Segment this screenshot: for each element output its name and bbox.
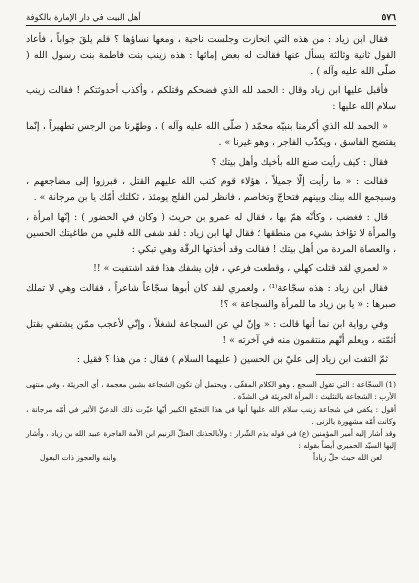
paragraph: قال : فغضب ، وكأنّه همّ بها ، فقال له عمرو بن حريث ( وكان في الحضور ) : إنّها امرأة ، والمرأة لا تؤاخذ بشيء من منطقها ؛ فقال لها ابن زياد : لقد شفى الله قلبي من طاغيتك الحسين ، والعصاة المردة من أهل بيتك ! فقالت وقد أخذتها الرقّة وهي تبكي : (26, 211, 396, 255)
book-page (26, 8, 396, 576)
footnote: أقول : يكفي في شجاعة زينب سلام الله عليها أنها في هذا التجمّع الكبير أيّها عيّرت ذلك الدعيّ الأثير في أمّه مرجانة ، وكانت أمّه مشهورة بالزنى . (26, 404, 396, 426)
footnotes (26, 379, 396, 464)
paragraph: فقالت : « ما رأيت إلّا جميلاً ، هؤلاء قوم كتب الله عليهم القتل ، فبرزوا إلى مضاجعهم ، وسيجمع الله بينك وبينهم فتحاجّ وتخاصم ، فانظر لمن الفلج يومئذ ، ثكلتك أمّك يا بن مرجانة » . (26, 176, 396, 204)
paragraph: فقال ابن زياد : هذه سجّاعة⁽¹⁾ ، ولعمري لقد كان أبوها سجّاعاً شاعراً ، فقالت وهي لا تملك صبرها : « يا بن زياد ما للمرأة والسجاعة » ؟! (26, 283, 396, 310)
running-title: أهل البيت في دار الإمارة بالكوفة (26, 13, 141, 23)
paragraph: فقال : كيف رأيت صنع الله بأخيك وأهل بيتك ؟ (211, 156, 388, 168)
paragraph: « لعمري لقد قتلت كهلي ، وقطعت فرعي ، فإن يشفك هذا فقد اشتفيت » !! (93, 263, 388, 275)
paragraph: « الحمد لله الذي أكرمنا بنبيّه محمّد ( صلّى الله عليه وآله ) ، وطهّرنا من الرجس تطهيراً ، إنّما يفتضح الفاسق ، ويكذّب الفاجر ، وهو غيرنا » . (26, 120, 396, 148)
paragraph: وفي رواية ابن نما أنها قالت : « وإنّ لي عن السجاعة لشغلاً ، وإنّي لأعجب ممّن يشتفي بقتل أئمّته ، ويعلم أنّهم منتقمون منه في آخرته » ! (26, 318, 396, 346)
footnote-separator (316, 374, 396, 375)
paragraph: فقال ابن زياد : من هذه التي انحازت وجلست ناحية ، ومعها نساؤها ؟ فلم يلقَ جواباً ، فأعاد القول ثانية وثالثة يسأل عنها فقالت له بعض إمائها : هذه زينب بنت فاطمة بنت رسول الله ( صلّى الله عليه وآله ) . (26, 34, 396, 77)
page-number: ٥٧٦ (381, 13, 396, 23)
paragraph: فأقبل عليها ابن زياد وقال : الحمد لله الذي فضحكم وقتلكم ، وأكذب أحدوثتكم ! فقالت زينب سلام الله عليها : (26, 85, 396, 113)
footnote: (1) السجّاعة : التي تقول السجع ، وهو الكلام المقفّى ، ويحتمل أن تكون الشجاعة بشين معجمة ، أي الجريئة ، وفي منتهى الأرب : الشجاعة بالتثليث : المرأة الجريئة في الشدّة . (26, 380, 396, 402)
page-header (26, 8, 396, 26)
paragraph: ثمّ التفت ابن زياد إلى عليّ بن الحسين ( عليهما السلام ) فقال : من هذا ؟ فقيل : (76, 354, 388, 366)
verse-first-hemistich: لعن الله حيث حلّ زياداً (313, 453, 382, 463)
main-text (26, 32, 396, 368)
footnote-verse (26, 452, 396, 464)
footnote: وقد أشار إليه أمير المؤمنين (ع) في قوله يذم الشّرار : ولأبالحذنك العتلّ الزنيم ابن الأمة الفاجرة عبيد الله بن زياد ، وأشار إليها السيّد الحميري أيضاً بقوله : (26, 428, 396, 451)
verse-second-hemistich: وابنه والعجوز ذات البعول (40, 453, 117, 463)
